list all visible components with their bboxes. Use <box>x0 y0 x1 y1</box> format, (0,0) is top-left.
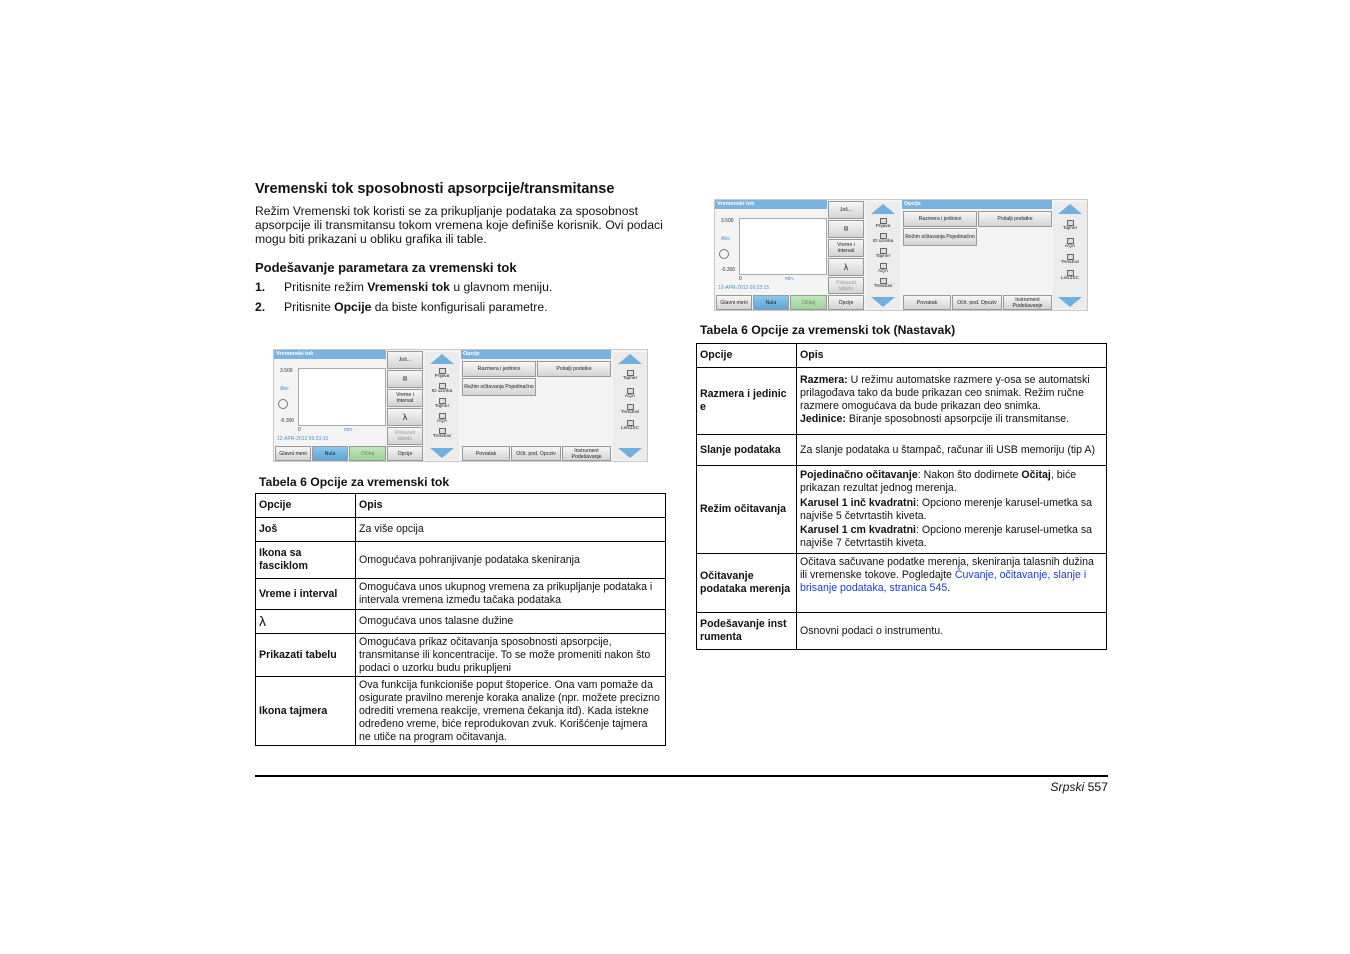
term-bold: Karusel 1 inč kvadratni <box>800 496 916 509</box>
device-screenshot-right <box>714 199 1088 311</box>
plot-area <box>298 368 386 426</box>
side-item-timer[interactable]: Tajmer <box>613 370 647 381</box>
table-caption-continued: Tabela 6 Opcije za vremenski tok (Nastavak) <box>700 323 956 337</box>
options-header: Opcije <box>461 350 611 359</box>
timestamp: 12-APR-2012 09:23:15 <box>277 436 329 442</box>
y-top-label: 3.500 <box>280 368 293 374</box>
term-text: Očitava sačuvane podatke merenja, skeniranja talasnih dužina ili vremenske tokove. Pogledajte <box>800 556 1094 581</box>
side-scroll <box>425 352 459 460</box>
device-screenshot-left <box>273 349 648 462</box>
table-row <box>697 466 1107 554</box>
term-bold: Karusel 1 cm kvadratni <box>800 524 916 537</box>
table-header-cell: Opcije <box>256 494 356 518</box>
side-item-aqa[interactable]: AQA <box>425 413 459 424</box>
zero-button[interactable]: Nula <box>312 446 348 461</box>
table-value: Za više opcija <box>356 518 666 542</box>
term-bold: Očitaj <box>1021 469 1051 482</box>
step-text: u glavnom meniju. <box>449 280 553 294</box>
term-text: , biće prikazan rezultat jednog merenja. <box>800 469 1077 494</box>
step-number: 1. <box>255 280 266 294</box>
term-text: : Opciono merenje karusel-umetka sa najviše 7 četvrtastih kiveta. <box>800 524 1093 550</box>
table-value: Za slanje podataka u štampač, računar ili USB memoriju (tip A) <box>797 435 1107 466</box>
instrument-setup-button[interactable]: Instrument Podešavanje <box>1003 295 1052 310</box>
table-value: Omogućava unos ukupnog vremena za prikupljanje podataka i intervala vremena između tačaka podataka <box>356 579 666 610</box>
side-scroll <box>866 202 900 309</box>
step-text: da biste konfigurisali parametre. <box>371 300 548 314</box>
zoom-icon <box>278 399 288 409</box>
zero-button[interactable]: Nula <box>753 295 789 310</box>
options-table <box>255 493 666 746</box>
section-subtitle: Podešavanje parametara za vremenski tok <box>255 260 517 275</box>
read-button[interactable]: Očitaj <box>790 295 827 310</box>
y-unit-label: Abs <box>280 386 289 392</box>
side-item-aqa[interactable]: AQA <box>1053 238 1087 249</box>
table-row <box>697 554 1107 613</box>
x-unit-label: min. <box>344 427 354 433</box>
table-row <box>256 634 666 677</box>
scroll-down-icon[interactable] <box>430 448 454 458</box>
side-item-timer[interactable]: Tajmer <box>425 398 459 409</box>
table-key: λ <box>256 610 356 634</box>
table-key: Prikazati tabelu <box>256 634 356 677</box>
side-item-login[interactable]: Prijava <box>866 218 900 229</box>
term-bold: Jedinice: <box>800 412 846 425</box>
send-data-button[interactable]: Pošalji podatke <box>978 211 1052 227</box>
x-unit-label: min. <box>785 276 795 282</box>
step-text: Pritisnite <box>284 300 335 314</box>
step-2 <box>255 300 548 314</box>
table-row <box>256 579 666 610</box>
side-item-trends[interactable]: Trendovi <box>866 278 900 289</box>
footer-rule <box>255 775 1108 777</box>
more-button[interactable]: Još... <box>828 201 864 219</box>
step-bold: Vremenski tok <box>367 280 450 294</box>
read-button[interactable]: Očitaj <box>349 446 386 461</box>
table-row <box>697 613 1107 650</box>
side-scroll-right <box>1053 202 1087 309</box>
cross-reference-link[interactable]: Čuvanje, očitavanje, slanje i brisanje podataka, stranica 545 <box>800 568 1087 594</box>
side-item-sample-id[interactable]: ID uzorka <box>866 233 900 244</box>
term-text: : Opciono merenje karusel-umetka sa najviše 5 četvrtastih kiveta. <box>800 496 1093 522</box>
table-value <box>797 368 1107 435</box>
y-unit-label: Abs <box>721 236 730 242</box>
zoom-icon <box>719 249 729 259</box>
footer-language: Srpski <box>1050 780 1085 794</box>
table-value: Omogućava pohranjivanje podataka skeniranja <box>356 542 666 579</box>
scroll-up-icon[interactable] <box>871 204 895 214</box>
instrument-setup-button[interactable]: Instrument Podešavanje <box>562 446 611 461</box>
term-bold: Razmera: <box>800 374 848 387</box>
y-bottom-label: -0.300 <box>721 267 736 273</box>
table-header-cell: Opcije <box>697 344 797 368</box>
options-table-continued <box>696 343 1107 650</box>
table-key: Vreme i interval <box>256 579 356 610</box>
folder-icon[interactable]: ▤ <box>828 220 864 238</box>
side-item-timer[interactable]: Tajmer <box>866 248 900 259</box>
x-zero-label: 0 <box>298 427 301 433</box>
timestamp: 12-APR-2012 09:23:15 <box>718 285 770 291</box>
screen-header: Vremenski tok <box>715 200 827 209</box>
scale-units-button[interactable]: Razmera i jedinice <box>903 211 977 227</box>
side-item-link2sc[interactable]: Link2SC <box>1053 270 1087 281</box>
term-bold: Pojedinačno očitavanje <box>800 469 918 482</box>
y-bottom-label: -0.300 <box>280 418 295 424</box>
read-data-button[interactable]: Očit. pod. Opcziv <box>952 295 1002 310</box>
side-item-sample-id[interactable]: ID uzorka <box>425 383 459 394</box>
show-table-button[interactable]: Prikazati tabelu <box>387 427 423 445</box>
scale-units-button[interactable]: Razmera i jedinice <box>462 361 536 377</box>
lambda-button[interactable]: λ <box>828 258 864 276</box>
table-value: Osnovni podaci o instrumentu. <box>797 613 1107 650</box>
table-row <box>256 518 666 542</box>
table-key: Ikona sa fasciklom <box>256 542 356 579</box>
term-text: : Nakon što dodirnete <box>917 469 1022 482</box>
side-item-timer[interactable]: Tajmer <box>1053 220 1087 231</box>
intro-paragraph: Režim Vremenski tok koristi se za prikupljanje podataka za sposobnost apsorpcije ili transmitansu tokom vremena koje definiše korisnik. Ovi podaci mogu biti prikazani u obliku grafika ili table. <box>255 204 663 246</box>
table-key: Razmera i jedinic e <box>697 368 797 435</box>
table-header-cell: Opis <box>356 494 666 518</box>
y-top-label: 3.500 <box>721 218 734 224</box>
scroll-down-icon[interactable] <box>871 297 895 307</box>
read-data-button[interactable]: Očit. pod. Opcziv <box>511 446 561 461</box>
time-interval-button[interactable]: Vreme i interval <box>387 389 423 407</box>
table-value: Ova funkcija funkcioniše poput štoperice. Ona vam pomaže da osigurate pravilno merenje koraka analize (npr. možete precizno odrediti vremena reakcije, vremena čekanja itd). Kada istekne određeno vreme, biće reprodukovan zvuk. Korišćenje tajmera ne utiče na program očitavanja. <box>356 677 666 746</box>
table-header-row <box>256 494 666 518</box>
time-interval-button[interactable]: Vreme i interval <box>828 239 864 257</box>
side-item-login[interactable]: Prijava <box>425 368 459 379</box>
term-text: Biranje sposobnosti apsorpcije ili transmitanse. <box>845 412 1070 425</box>
step-bold: Opcije <box>334 300 372 314</box>
step-number: 2. <box>255 300 266 314</box>
table-key: Očitavanje podataka merenja <box>697 554 797 613</box>
table-row <box>256 610 666 634</box>
lambda-button[interactable]: λ <box>387 408 423 426</box>
table-header-cell: Opis <box>797 344 1107 368</box>
side-item-trends[interactable]: Trendovi <box>613 404 647 415</box>
read-mode-button[interactable]: Režim očitavanja Pojedinačno <box>903 228 977 246</box>
table-row <box>697 435 1107 466</box>
scroll-down-icon[interactable] <box>618 448 642 458</box>
table-caption: Tabela 6 Opcije za vremenski tok <box>259 475 450 489</box>
options-header: Opcije <box>902 200 1052 209</box>
back-button[interactable]: Povratak <box>462 446 510 461</box>
page-number: 557 <box>1087 780 1108 794</box>
table-key: Podešavanje inst rumenta <box>697 613 797 650</box>
read-mode-button[interactable]: Režim očitavanja Pojedinačno <box>462 378 536 396</box>
term-text: . <box>947 581 951 594</box>
send-data-button[interactable]: Pošalji podatke <box>537 361 611 377</box>
page-footer <box>1040 780 1108 794</box>
main-menu-button[interactable]: Glavni meni <box>716 295 752 310</box>
page-title: Vremenski tok sposobnosti apsorpcije/transmitanse <box>255 181 615 197</box>
back-button[interactable]: Povratak <box>903 295 951 310</box>
side-item-trends[interactable]: Trendovi <box>1053 254 1087 265</box>
table-key: Ikona tajmera <box>256 677 356 746</box>
table-row <box>256 677 666 746</box>
folder-icon[interactable]: ▤ <box>387 370 423 388</box>
options-button[interactable]: Opcije <box>828 295 864 310</box>
scroll-up-icon[interactable] <box>430 354 454 364</box>
x-zero-label: 0 <box>739 276 742 282</box>
scroll-up-icon[interactable] <box>618 354 642 364</box>
plot-area <box>739 218 827 275</box>
step-1 <box>255 280 552 294</box>
main-menu-button[interactable]: Glavni meni <box>275 446 311 461</box>
side-item-aqa[interactable]: AQA <box>866 263 900 274</box>
table-key: Slanje podataka <box>697 435 797 466</box>
table-value <box>797 466 1107 554</box>
term-text: U režimu automatske razmere y-osa se automatski prilagođava tako da bude prikazan ceo snimak. Režim ručne razmere omogućava da bude prikazan deo snimka. <box>800 374 1090 412</box>
table-value: Omogućava unos talasne dužine <box>356 610 666 634</box>
table-header-row <box>697 344 1107 368</box>
show-table-button[interactable]: Prikazati tabelu <box>828 277 864 294</box>
table-row <box>697 368 1107 435</box>
screen-header: Vremenski tok <box>274 350 386 359</box>
table-value <box>797 554 1107 613</box>
scroll-up-icon[interactable] <box>1058 204 1082 214</box>
side-item-link2sc[interactable]: Link2SC <box>613 420 647 431</box>
table-value: Omogućava prikaz očitavanja sposobnosti apsorpcije, transmitanse ili koncentracije. To se može promeniti nakon što podaci o uzorku budu prikupljeni <box>356 634 666 677</box>
table-key: Još <box>256 518 356 542</box>
table-key: Režim očitavanja <box>697 466 797 554</box>
side-scroll-right <box>613 352 647 460</box>
more-button[interactable]: Još... <box>387 351 423 369</box>
options-button[interactable]: Opcije <box>387 446 423 461</box>
side-item-aqa[interactable]: AQA <box>613 388 647 399</box>
side-item-trends[interactable]: Trendovi <box>425 428 459 439</box>
step-text: Pritisnite režim <box>284 280 368 294</box>
scroll-down-icon[interactable] <box>1058 297 1082 307</box>
table-row <box>256 542 666 579</box>
